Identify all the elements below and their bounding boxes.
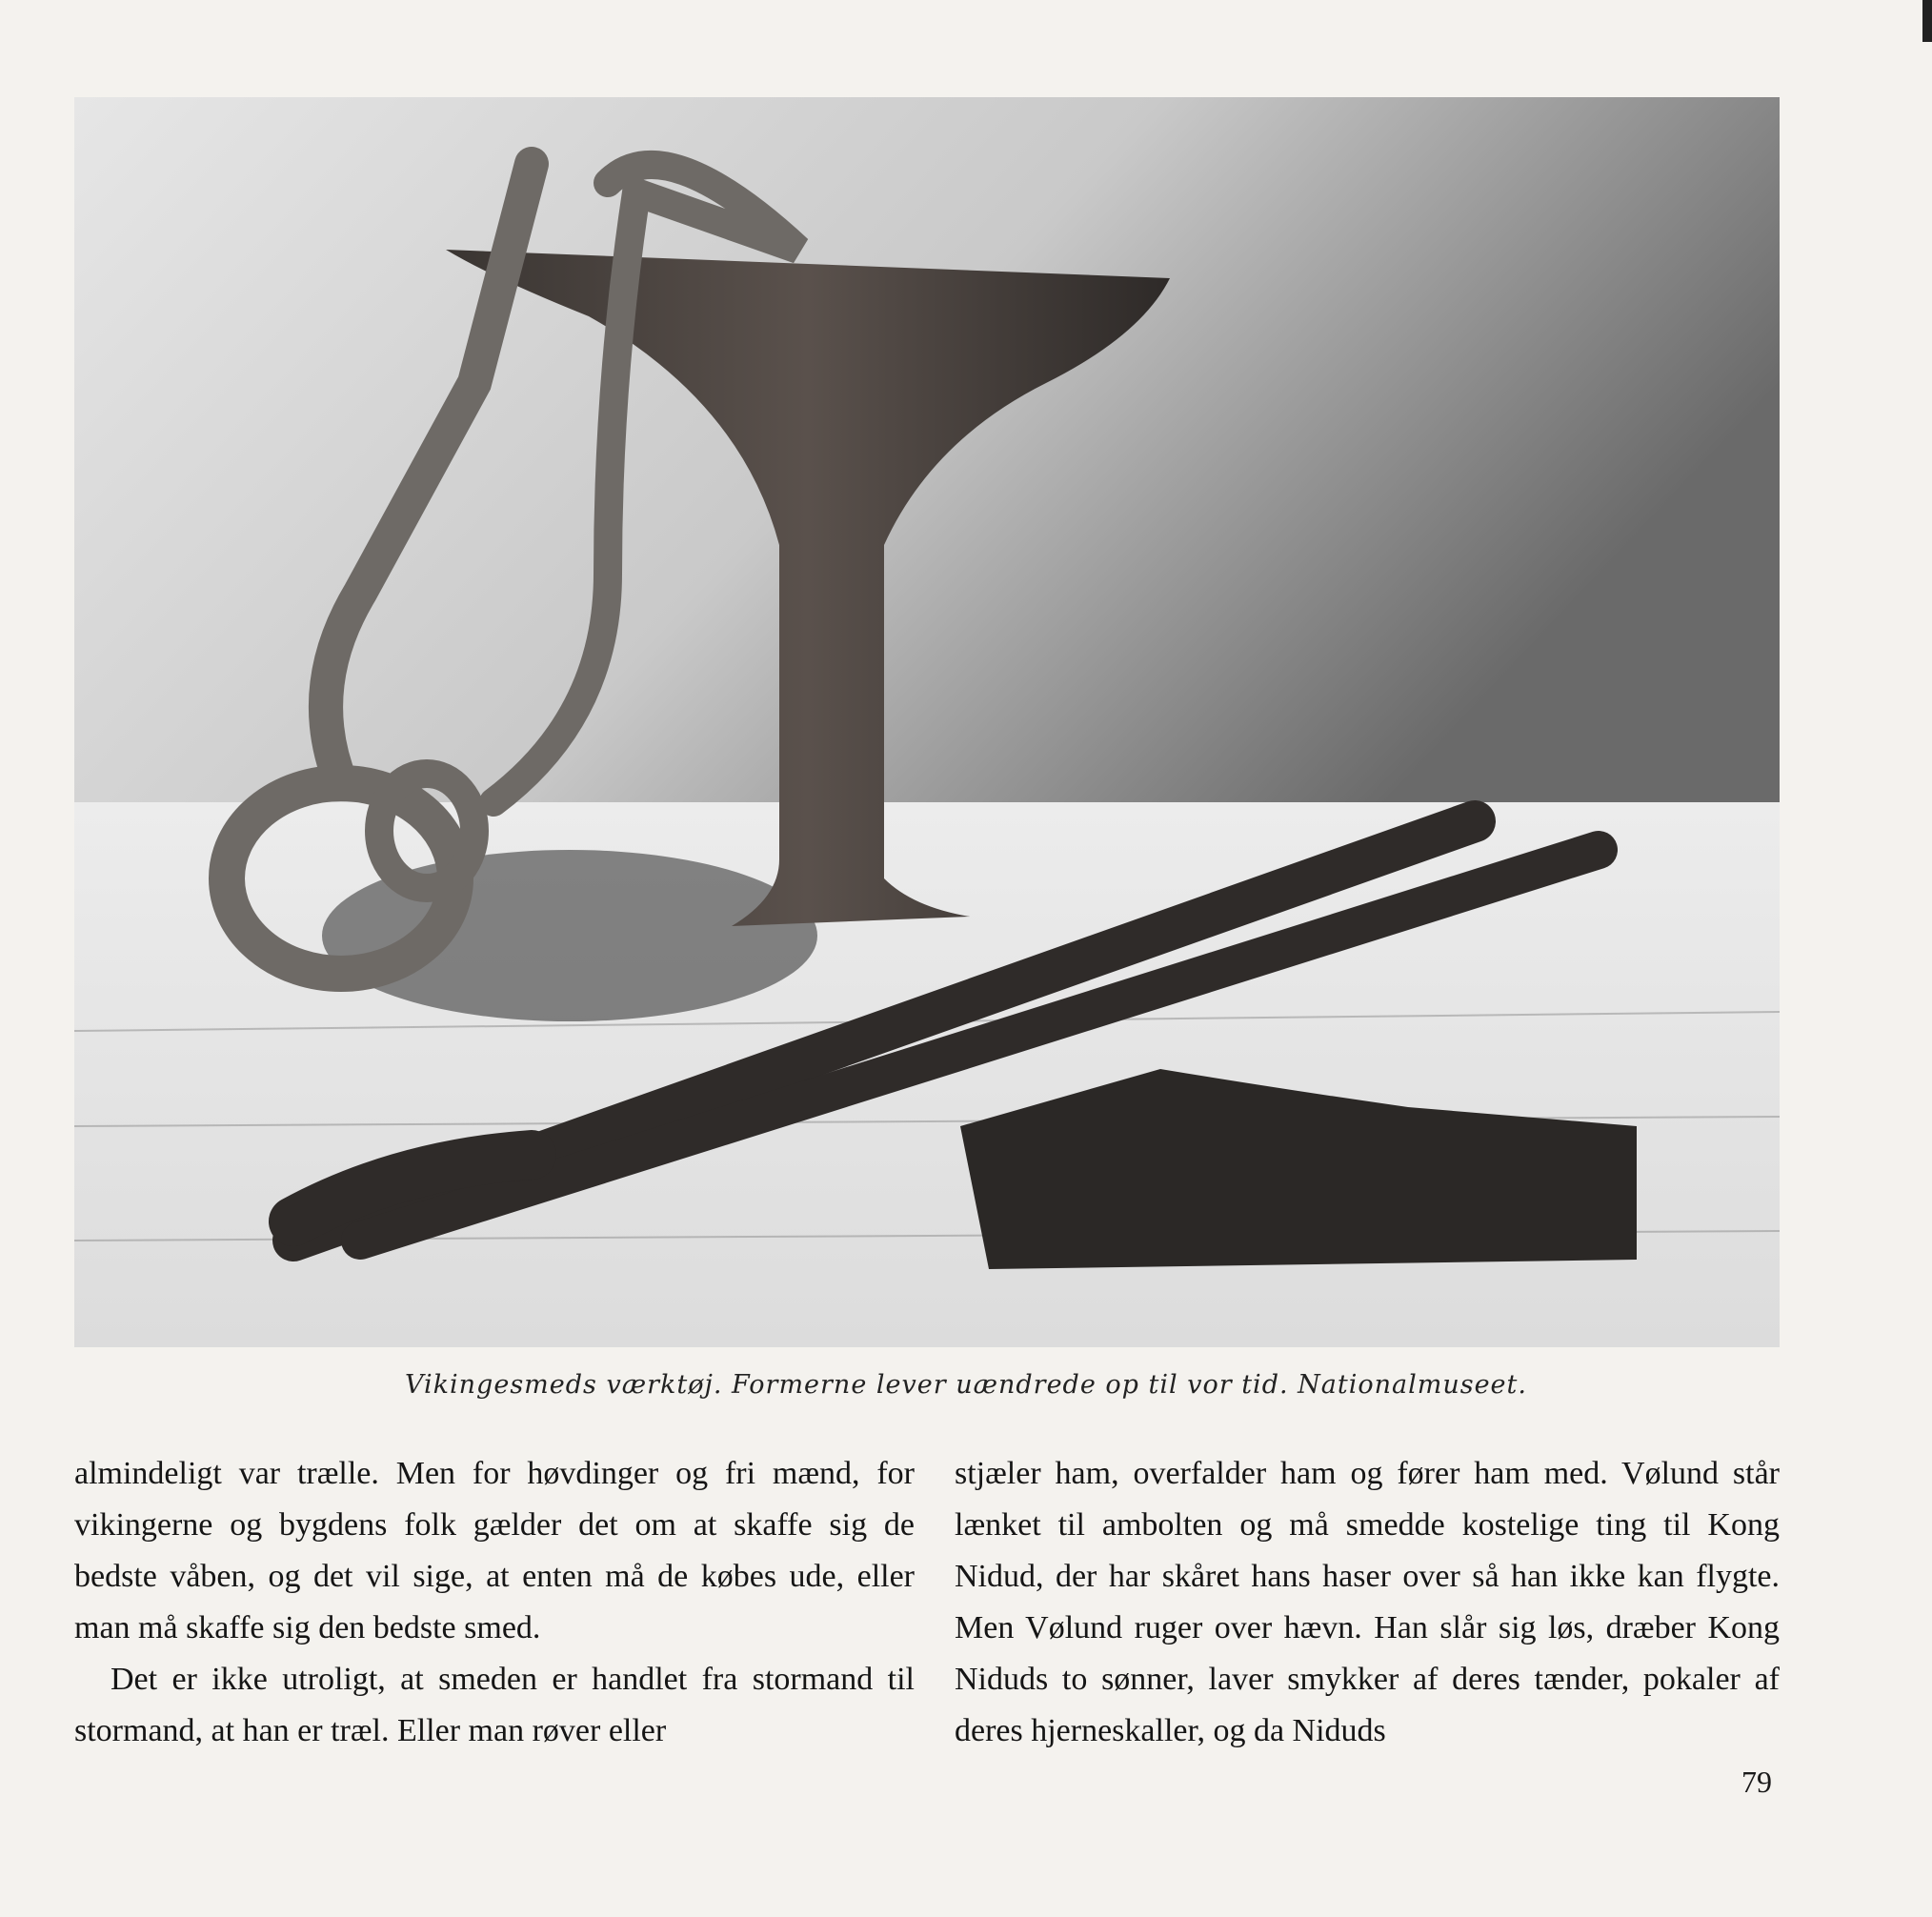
- paragraph-3: stjæler ham, overfalder ham og fører ham med. Vølund står lænket til ambolten og må smedde kostelige ting til Kong Nidud, der har skåret hans haser over så han ikke kan flygte. Men Vølund ruger over hævn. Han slår sig løs, dræber Kong Niduds to sønner, laver smykker af deres tænder, pokaler af deres hjerneskaller, og da Niduds: [955, 1456, 1780, 1748]
- page-edge-mark: [1922, 0, 1932, 42]
- paragraph-2: Det er ikke utroligt, at smeden er handlet fra stormand til stormand, at han er træl. Eller man røver eller: [74, 1662, 915, 1748]
- page-number: 79: [1741, 1765, 1772, 1799]
- photo-caption: Vikingesmeds værktøj. Formerne lever uændrede op til vor tid. Nationalmuseet.: [405, 1370, 1527, 1400]
- photo-illustration: [74, 97, 1780, 1347]
- viking-tools-photo: [74, 97, 1780, 1347]
- body-left-column: [74, 1448, 915, 1757]
- paragraph-1: almindeligt var trælle. Men for høvdinger og fri mænd, for vikingerne og bygdens folk gælder det om at skaffe sig de bedste våben, og det vil sige, at enten må de købes ude, eller man må skaffe sig den bedste smed.: [74, 1456, 915, 1645]
- body-right-column: [955, 1448, 1780, 1757]
